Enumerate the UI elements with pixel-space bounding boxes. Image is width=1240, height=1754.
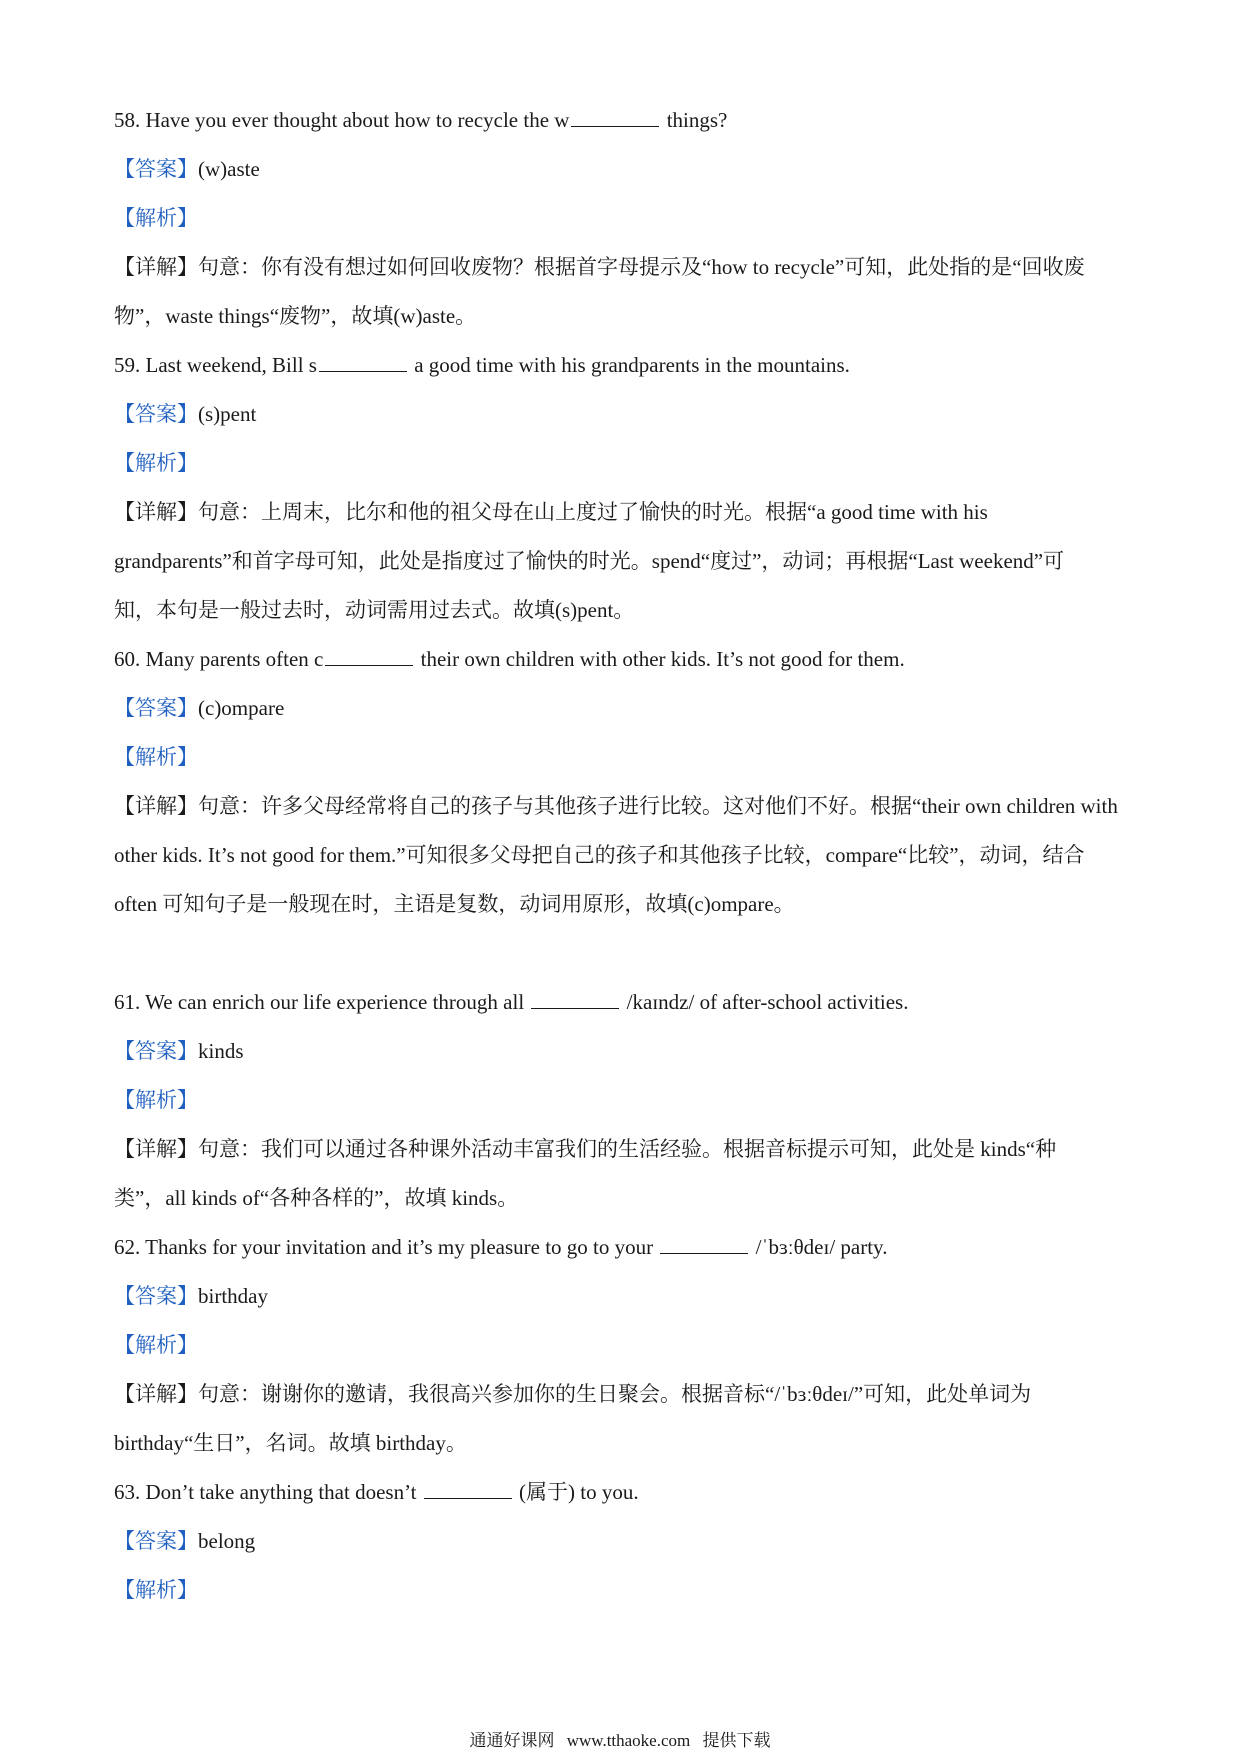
detail-text: 句意：你有没有想过如何回收废物？根据首字母提示及“how to recycle”可知，此处指的是“回收废	[198, 255, 1085, 279]
detail-line-58-1	[114, 243, 1134, 292]
answer-line-62	[114, 1272, 1134, 1321]
analysis-line-63	[114, 1566, 1134, 1615]
analysis-line-60	[114, 733, 1134, 782]
answer-tag: 【答案】	[114, 1284, 198, 1308]
question-text-end: a good time with his grandparents in the mountains.	[408, 353, 850, 377]
answer-line-61	[114, 1027, 1134, 1076]
detail-text: 句意：上周末，比尔和他的祖父母在山上度过了愉快的时光。根据“a good time with his	[198, 500, 988, 524]
detail-line-59-1	[114, 488, 1134, 537]
answer-tag: 【答案】	[114, 402, 198, 426]
answer-blank	[424, 1480, 512, 1499]
detail-tag: 【详解】	[114, 1382, 198, 1406]
detail-text: 句意：我们可以通过各种课外活动丰富我们的生活经验。根据音标提示可知，此处是 kinds“种	[198, 1137, 1057, 1161]
question-61	[114, 978, 1134, 1027]
analysis-tag: 【解析】	[114, 1333, 198, 1357]
analysis-tag: 【解析】	[114, 1578, 198, 1602]
question-text: 63. Don’t take anything that doesn’t	[114, 1480, 422, 1504]
analysis-tag: 【解析】	[114, 451, 198, 475]
analysis-line-59	[114, 439, 1134, 488]
answer-blank	[660, 1235, 748, 1254]
page-footer	[0, 1726, 1240, 1751]
question-text-end: (属于) to you.	[513, 1480, 639, 1504]
analysis-tag: 【解析】	[114, 745, 198, 769]
answer-blank	[571, 108, 659, 127]
question-text: 61. We can enrich our life experience through all	[114, 990, 530, 1014]
answer-line-60	[114, 684, 1134, 733]
question-text-end: things?	[661, 108, 728, 132]
footer-suffix: 提供下载	[702, 1731, 771, 1750]
detail-tag: 【详解】	[114, 255, 198, 279]
answer-line-63	[114, 1517, 1134, 1566]
question-text: 58. Have you ever thought about how to recycle the w	[114, 108, 570, 132]
detail-line-59-3	[114, 586, 1134, 635]
detail-text: 句意：许多父母经常将自己的孩子与其他孩子进行比较。这对他们不好。根据“their own children with	[198, 794, 1118, 818]
detail-line-60-2	[114, 831, 1134, 880]
detail-line-61-2	[114, 1174, 1134, 1223]
question-62	[114, 1223, 1134, 1272]
detail-line-62-1	[114, 1370, 1134, 1419]
detail-tag: 【详解】	[114, 1137, 198, 1161]
detail-text: 知，本句是一般过去时，动词需用过去式。故填(s)pent。	[114, 598, 635, 622]
answer-tag: 【答案】	[114, 1529, 198, 1553]
detail-text: grandparents”和首字母可知，此处是指度过了愉快的时光。spend“度过”，动词；再根据“Last weekend”可	[114, 549, 1065, 573]
answer-text: (c)ompare	[198, 696, 285, 720]
detail-text: 类”，all kinds of“各种各样的”，故填 kinds。	[114, 1186, 519, 1210]
document-page	[114, 96, 1134, 1615]
detail-line-61-1	[114, 1125, 1134, 1174]
question-63	[114, 1468, 1134, 1517]
answer-tag: 【答案】	[114, 157, 198, 181]
answer-tag: 【答案】	[114, 696, 198, 720]
question-text: 62. Thanks for your invitation and it’s my pleasure to go to your	[114, 1235, 659, 1259]
detail-line-60-3	[114, 880, 1134, 929]
question-60	[114, 635, 1134, 684]
analysis-line-62	[114, 1321, 1134, 1370]
answer-text: (s)pent	[198, 402, 257, 426]
detail-tag: 【详解】	[114, 500, 198, 524]
answer-text: kinds	[198, 1039, 244, 1063]
answer-tag: 【答案】	[114, 1039, 198, 1063]
question-text-end: /kaɪndz/ of after-school activities.	[621, 990, 909, 1014]
answer-text: birthday	[198, 1284, 268, 1308]
question-text-end: /ˈbɜːθdeɪ/ party.	[750, 1235, 888, 1259]
detail-text: 物”，waste things“废物”，故填(w)aste。	[114, 304, 477, 328]
question-text-end: their own children with other kids. It’s not good for them.	[415, 647, 905, 671]
detail-line-60-1	[114, 782, 1134, 831]
answer-blank	[325, 647, 413, 666]
analysis-tag: 【解析】	[114, 206, 198, 230]
answer-blank	[531, 990, 619, 1009]
answer-text: (w)aste	[198, 157, 260, 181]
question-text: 60. Many parents often c	[114, 647, 324, 671]
footer-url[interactable]: www.tthaoke.com	[566, 1731, 691, 1750]
analysis-line-61	[114, 1076, 1134, 1125]
question-text: 59. Last weekend, Bill s	[114, 353, 317, 377]
question-59	[114, 341, 1134, 390]
answer-line-59	[114, 390, 1134, 439]
answer-line-58	[114, 145, 1134, 194]
footer-site-name: 通通好课网	[469, 1731, 555, 1750]
analysis-line-58	[114, 194, 1134, 243]
detail-line-62-2	[114, 1419, 1134, 1468]
detail-line-59-2	[114, 537, 1134, 586]
detail-text: other kids. It’s not good for them.”可知很多父母把自己的孩子和其他孩子比较，compare“比较”，动词，结合	[114, 843, 1085, 867]
analysis-tag: 【解析】	[114, 1088, 198, 1112]
detail-text: often 可知句子是一般现在时，主语是复数，动词用原形，故填(c)ompare。	[114, 892, 795, 916]
detail-line-58-2	[114, 292, 1134, 341]
detail-text: 句意：谢谢你的邀请，我很高兴参加你的生日聚会。根据音标“/ˈbɜːθdeɪ/”可知，此处单词为	[198, 1382, 1032, 1406]
section-gap	[114, 929, 1134, 978]
answer-blank	[319, 353, 407, 372]
question-58	[114, 96, 1134, 145]
detail-text: birthday“生日”，名词。故填 birthday。	[114, 1431, 467, 1455]
detail-tag: 【详解】	[114, 794, 198, 818]
answer-text: belong	[198, 1529, 256, 1553]
